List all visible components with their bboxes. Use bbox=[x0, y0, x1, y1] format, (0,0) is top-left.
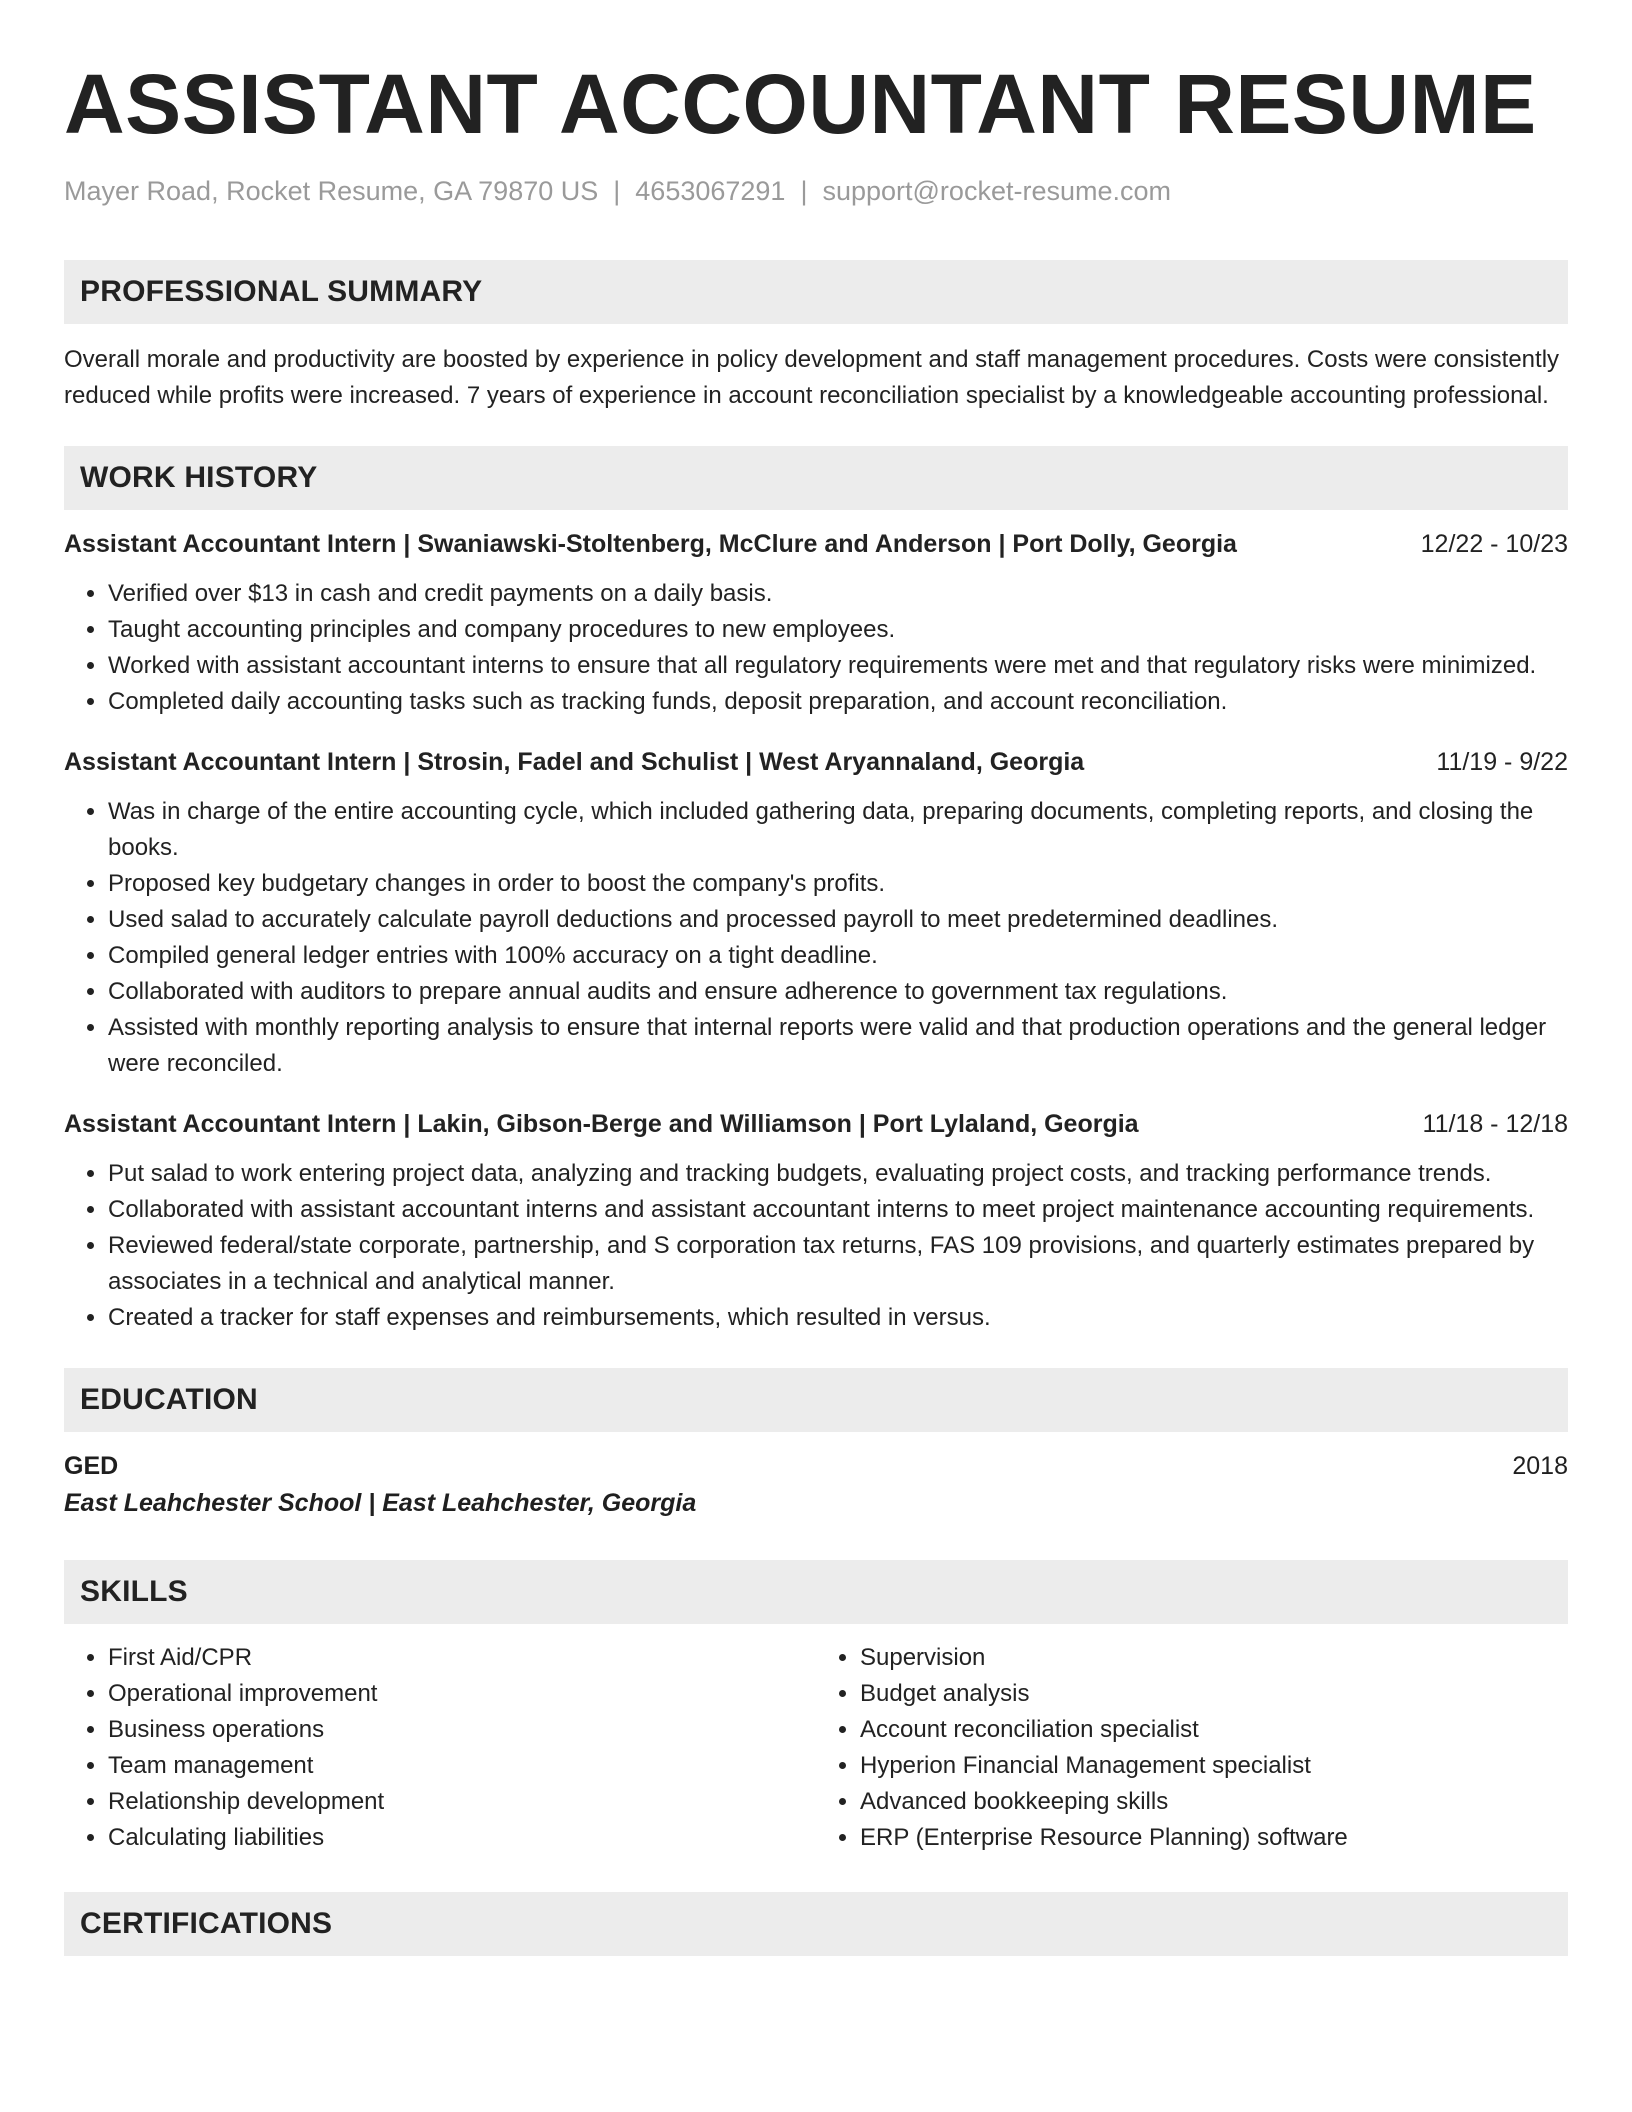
job-entry bbox=[64, 1106, 1568, 1336]
job-entry bbox=[64, 744, 1568, 1082]
skill-item: • ERP (Enterprise Resource Planning) software bbox=[860, 1820, 1568, 1856]
job-bullet: • Was in charge of the entire accounting cycle, which included gathering data, preparing documents, completing reports, and closing the books. bbox=[108, 794, 1568, 866]
job-bullet: • Completed daily accounting tasks such as tracking funds, deposit preparation, and account reconciliation. bbox=[108, 684, 1568, 720]
job-title: Assistant Accountant Intern | Swaniawski-Stoltenberg, McClure and Anderson | Port Dolly, Georgia bbox=[64, 530, 1237, 558]
job-header bbox=[64, 526, 1568, 562]
contact-separator: | bbox=[800, 176, 808, 206]
education-section-header: EDUCATION bbox=[64, 1368, 1568, 1432]
skills-grid bbox=[64, 1640, 1568, 1856]
job-bullet: • Compiled general ledger entries with 100% accuracy on a tight deadline. bbox=[108, 938, 1568, 974]
summary-section-header: PROFESSIONAL SUMMARY bbox=[64, 260, 1568, 324]
skill-item: • Advanced bookkeeping skills bbox=[860, 1784, 1568, 1820]
job-bullet: • Created a tracker for staff expenses and reimbursements, which resulted in versus. bbox=[108, 1300, 1568, 1336]
job-dates: 12/22 - 10/23 bbox=[1420, 530, 1568, 558]
job-bullet: • Reviewed federal/state corporate, partnership, and S corporation tax returns, FAS 109 provisions, and quarterly estimates prepared by associates in a technical and analytical manner. bbox=[108, 1228, 1568, 1300]
skill-item: • First Aid/CPR bbox=[108, 1640, 816, 1676]
job-dates: 11/18 - 12/18 bbox=[1422, 1110, 1568, 1138]
skill-item: • Calculating liabilities bbox=[108, 1820, 816, 1856]
skills-column-left bbox=[64, 1640, 816, 1856]
certifications-section-header: CERTIFICATIONS bbox=[64, 1892, 1568, 1956]
job-dates: 11/19 - 9/22 bbox=[1436, 748, 1568, 776]
job-header bbox=[64, 744, 1568, 780]
job-bullets bbox=[64, 576, 1568, 720]
skill-item: • Team management bbox=[108, 1748, 816, 1784]
job-bullet: • Proposed key budgetary changes in order to boost the company's profits. bbox=[108, 866, 1568, 902]
job-bullet: • Worked with assistant accountant interns to ensure that all regulatory requirements were met and that regulatory risks were minimized. bbox=[108, 648, 1568, 684]
job-bullet: • Assisted with monthly reporting analysis to ensure that internal reports were valid and that production operations and the general ledger were reconciled. bbox=[108, 1010, 1568, 1082]
contact-address: Mayer Road, Rocket Resume, GA 79870 US bbox=[64, 176, 599, 206]
job-bullet: • Used salad to accurately calculate payroll deductions and processed payroll to meet predetermined deadlines. bbox=[108, 902, 1568, 938]
job-entry bbox=[64, 526, 1568, 720]
job-title: Assistant Accountant Intern | Strosin, Fadel and Schulist | West Aryannaland, Georgia bbox=[64, 748, 1085, 776]
skill-item: • Account reconciliation specialist bbox=[860, 1712, 1568, 1748]
skill-item: • Relationship development bbox=[108, 1784, 816, 1820]
skills-column-right bbox=[816, 1640, 1568, 1856]
contact-line bbox=[64, 174, 1568, 208]
job-header bbox=[64, 1106, 1568, 1142]
education-school: East Leahchester School | East Leahchester, Georgia bbox=[64, 1489, 697, 1517]
skill-item: • Supervision bbox=[860, 1640, 1568, 1676]
education-degree: GED bbox=[64, 1452, 119, 1480]
contact-phone: 4653067291 bbox=[635, 176, 786, 206]
contact-separator: | bbox=[613, 176, 621, 206]
job-title: Assistant Accountant Intern | Lakin, Gibson-Berge and Williamson | Port Lylaland, Georgia bbox=[64, 1110, 1139, 1138]
skill-item: • Hyperion Financial Management specialist bbox=[860, 1748, 1568, 1784]
job-bullet: • Collaborated with auditors to prepare annual audits and ensure adherence to government tax regulations. bbox=[108, 974, 1568, 1010]
resume-title: ASSISTANT ACCOUNTANT RESUME bbox=[64, 57, 1537, 151]
job-bullets bbox=[64, 1156, 1568, 1336]
skill-item: • Operational improvement bbox=[108, 1676, 816, 1712]
skill-item: • Budget analysis bbox=[860, 1676, 1568, 1712]
contact-email: support@rocket-resume.com bbox=[822, 176, 1171, 206]
job-bullet: • Verified over $13 in cash and credit payments on a daily basis. bbox=[108, 576, 1568, 612]
skill-item: • Business operations bbox=[108, 1712, 816, 1748]
summary-text: Overall morale and productivity are boosted by experience in policy development and staff management procedures. Costs were consistently reduced while profits were increased. 7 years of experience in account reconciliation specialist by a knowledgeable accounting professional. bbox=[64, 346, 1560, 409]
job-bullet: • Taught accounting principles and company procedures to new employees. bbox=[108, 612, 1568, 648]
work-history-section-header: WORK HISTORY bbox=[64, 446, 1568, 510]
job-bullet: • Collaborated with assistant accountant interns and assistant accountant interns to meet project maintenance accounting requirements. bbox=[108, 1192, 1568, 1228]
education-entry bbox=[64, 1448, 1568, 1522]
skills-section-header: SKILLS bbox=[64, 1560, 1568, 1624]
education-year: 2018 bbox=[1512, 1452, 1568, 1480]
job-bullets bbox=[64, 794, 1568, 1082]
job-bullet: • Put salad to work entering project data, analyzing and tracking budgets, evaluating project costs, and tracking performance trends. bbox=[108, 1156, 1568, 1192]
education-header bbox=[64, 1448, 1568, 1484]
